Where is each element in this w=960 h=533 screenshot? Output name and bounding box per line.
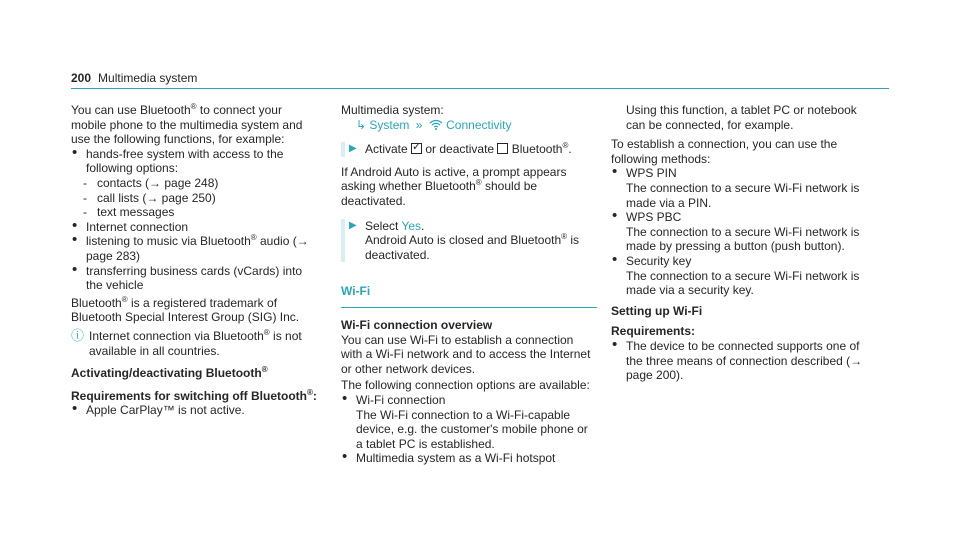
checkbox-checked-icon [411, 143, 422, 154]
header-rule [71, 88, 889, 89]
step-arrow-icon: ▶ [349, 219, 357, 231]
list-item: • Apple CarPlay™ is not active. [71, 403, 319, 418]
list-item[interactable]: • listening to music via Bluetooth® audio (→ page 283) [71, 234, 319, 263]
trademark-paragraph: Bluetooth® is a registered trademark of Bluetooth Special Interest Group (SIG) Inc. [71, 294, 300, 325]
column-1 [71, 103, 319, 418]
setup-heading: Setting up Wi-Fi [611, 303, 703, 318]
options-text: The following connection options are available: [341, 378, 590, 393]
list-item: • transferring business cards (vCards) into the vehicle [71, 264, 319, 293]
wifi-heading: Wi-Fi [341, 284, 371, 299]
yes-option[interactable]: Yes [401, 218, 422, 233]
overview-heading: Wi-Fi connection overview [341, 317, 493, 332]
page-title: Multimedia system [98, 71, 198, 85]
list-item: • WPS PBC [611, 210, 869, 225]
list-item: • Internet connection [71, 220, 319, 235]
menu-path [341, 118, 597, 133]
menu-connectivity[interactable]: Connectivity [446, 117, 512, 132]
double-chevron-icon: » [415, 117, 423, 132]
list-item-text: The connection to a secure Wi-Fi network is made by pressing a button (push button). [626, 224, 860, 254]
menu-path-label: Multimedia system: [341, 103, 444, 117]
list-item: • WPS PIN [611, 166, 869, 181]
list-item: • Multimedia system as a Wi-Fi hotspot [341, 451, 597, 466]
step: ▶ Select Yes. Android Auto is closed and Bluetooth® is deactivated. [341, 219, 597, 263]
menu-system[interactable]: System [369, 117, 410, 132]
list-subitem: - text messages [71, 205, 319, 220]
page-header [71, 71, 197, 85]
step-arrow-icon: ▶ [349, 143, 357, 155]
requirements-heading: Requirements for switching off Bluetooth®: [71, 387, 317, 403]
submenu-arrow-icon: ↳ [356, 117, 367, 132]
column-2 [341, 103, 597, 466]
android-paragraph: If Android Auto is active, a prompt appears asking whether Bluetooth® should be deactivated. [341, 164, 567, 208]
list-subitem[interactable]: - call lists (→ page 250) [71, 191, 319, 206]
checkbox-unchecked-icon [497, 143, 508, 154]
step: ▶ Activate ✓ or deactivate Bluetooth®. [341, 142, 597, 157]
list-item: • Wi-Fi connection [341, 393, 597, 408]
list-item-text: The connection to a secure Wi-Fi network is made via a PIN. [626, 180, 860, 210]
wifi-icon [429, 118, 446, 132]
page-number: 200 [71, 71, 92, 85]
hotspot-text: Using this function, a tablet PC or notebook can be connected, for example. [626, 103, 857, 132]
list-item[interactable]: • The device to be connected supports one of the three means of connection described (→ page 200). [611, 339, 869, 383]
intro-paragraph: You can use Bluetooth® to connect your mobile phone to the multimedia system and use the following functions, for example: [71, 102, 303, 147]
column-3 [611, 103, 869, 383]
list-item-text: The connection to a secure Wi-Fi network is made via a security key. [626, 268, 860, 298]
list-item: • Security key [611, 254, 869, 269]
list-item: • hands-free system with access to the following options: [71, 147, 319, 176]
section-rule [341, 307, 597, 308]
note: ⓘ Internet connection via Bluetooth® is not available in all countries. [71, 327, 302, 358]
list-subitem[interactable]: - contacts (→ page 248) [71, 176, 319, 191]
overview-text: You can use Wi-Fi to establish a connection with a Wi-Fi network and to access the Internet or other network devices. [341, 332, 591, 376]
list-item-text: The Wi-Fi connection to a Wi-Fi-capable device, e.g. the customer's mobile phone or a tablet PC is established. [356, 407, 588, 451]
requirements-heading: Requirements: [611, 324, 696, 339]
section-heading: Activating/deactivating Bluetooth® [71, 365, 268, 381]
establish-text: To establish a connection, you can use the following methods: [611, 137, 838, 166]
info-icon: ⓘ [71, 327, 85, 343]
